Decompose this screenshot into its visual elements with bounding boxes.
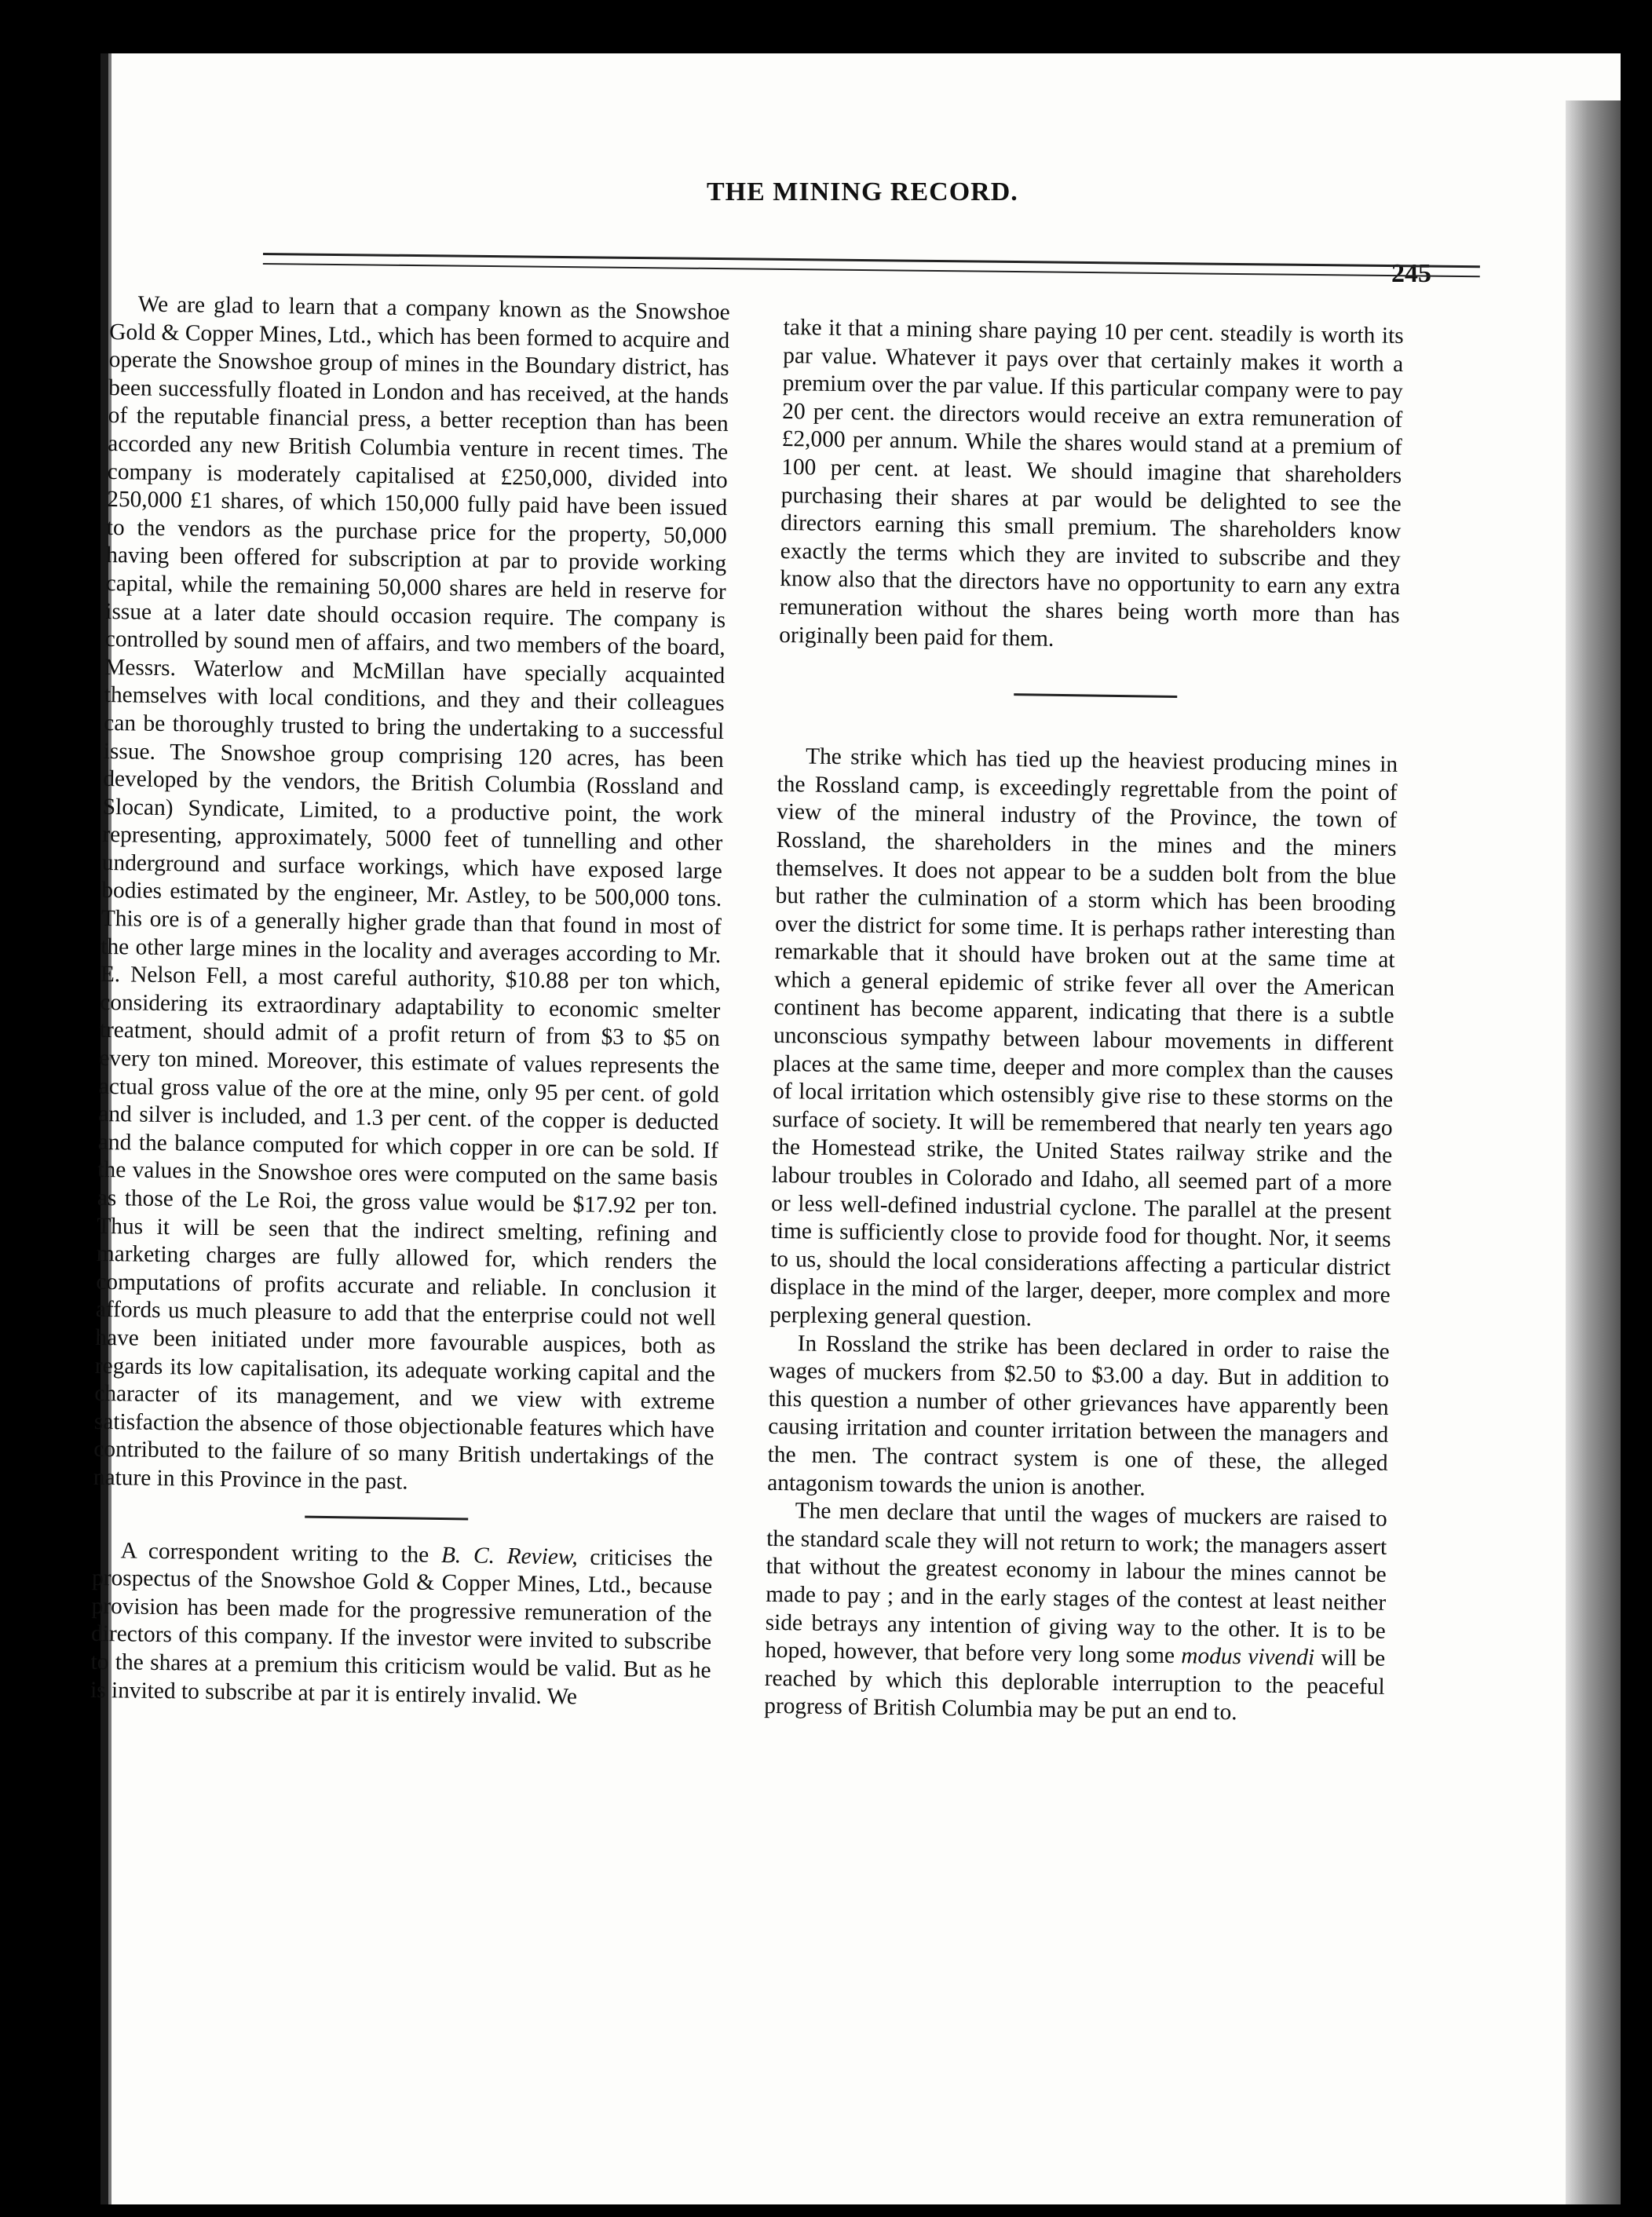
right-column [764,314,1404,1729]
section-divider [305,1515,468,1520]
paragraph-modus-vivendi [764,1497,1387,1729]
paragraph-text: criticises the prospectus of the Snowshoe Gold & Copper Mines, Ltd., because provision has been made for the progressive remuneration of the directors of this company. If the investor were invited to subscribe to the shares at a premium this criticism would be valid. But as he is invited to subscribe at par it is entirely invalid. We [90,1544,713,1709]
paragraph-correspondent [90,1536,713,1713]
page-right-edge-shadow [1566,100,1621,2204]
paragraph-snowshoe-company: We are glad to learn that a company known as the Snowshoe Gold & Copper Mines, Ltd., which has been formed to acquire and operate the Snowshoe group of mines in the Boundary district, has been successfully floated in London and has received, at the hands of the reputable financial press, a better reception than has been accorded any new British Columbia venture in recent times. The company is moderately capitalised at £250,000, divided into 250,000 £1 shares, of which 150,000 fully paid have been issued to the vendors as the purchase price for the property, 50,000 having been offered for subscription at par to provide working capital, while the remaining 50,000 shares are held in reserve for issue at a later date should occasion require. The company is controlled by sound men of affairs, and two members of the board, Messrs. Waterlow and McMillan have specially acquainted themselves with local conditions, and they and their colleagues can be thoroughly trusted to bring the undertaking to a successful issue. The Snowshoe group comprising 120 acres, has been developed by the vendors, the British Columbia (Rossland and Slocan) Syndicate, Limited, to a productive point, the work representing, approximately, 5000 feet of tunnelling and other underground and surface workings, which have exposed large bodies estimated by the engineer, Mr. Astley, to be 500,000 tons. This ore is of a generally higher grade than that found in most of the other large mines in the locality and averages according to Mr. E. Nelson Fell, a most careful authority, $10.88 per ton which, considering its extraordinary adaptability to economic smelter treatment, should admit of a profit return of from $3 to $5 on every ton mined. Moreover, this estimate of values represents the actual gross value of the ore at the mine, only 95 per cent. of gold and silver is included, and 1.3 per cent. of the copper is deducted and the balance computed for which copper in ore can be sold. If the values in the Snowshoe ores were computed on the same basis as those of the Le Roi, the gross value would be $17.92 per ton. Thus it will be seen that the indirect smelting, refining and marketing charges are fully allowed for, which renders the computations of profits accurate and reliable. In conclusion it affords us much pleasure to add that the enterprise could not well have been initiated under more favourable auspices, both as regards its low capitalisation, its adequate working capital and the character of its management, and we view with extreme satisfaction the absence of those objectionable features which have contributed to the failure of so many British undertakings of the nature in this Province in the past. [93,291,730,1495]
paragraph-text: A correspondent writing to the [120,1537,442,1568]
publication-title: B. C. Review, [440,1542,578,1570]
paragraph-continuation: take it that a mining share paying 10 per cent. steadily is worth its par value. Whatever it pays over that certainly makes it worth a premium over the par value. If this particular company were to pay 20 per cent. the directors would receive an extra remuneration of £2,000 per annum. While the shares would stand at a premium of 100 per cent. at least. We should imagine that shareholders purchasing their shares at par would be delighted to see the directors earning this small premium. The shareholders know exactly the terms which they are invited to subscribe and they know also that the directors have no opportunity to earn any extra remuneration without the shares being worth more than has originally been paid for them. [779,314,1404,652]
paragraph-text: The men declare that until the wages of muckers are raised to the standard scale they will not return to work; the managers assert that without the greatest economy in labour the mines cannot be made to pay ; and in the early stages of the contest at least neither side betrays any intention of giving way to the other. It is to be hoped, however, that before very long some [765,1498,1387,1669]
section-divider [1014,693,1177,698]
paragraph-rossland-strike: The strike which has tied up the heaviest producing mines in the Rossland camp, is exceedingly regrettable from the point of view of the mineral industry of the Province, the town of Rossland, the shareholders in the mines and the miners themselves. It does not appear to be a sudden bolt from the blue but rather the culmination of a storm which has been brooding over the district for some time. It is perhaps rather interesting than remarkable that it should have broken out at the same time at which a general epidemic of strike fever all over the American continent has become apparent, indicating that there is a subtle unconscious sympathy between labour movements in different places at the same time, deeper and more complex than the causes of local irritation which ostensibly give rise to these storms on the surface of society. It will be remembered that nearly ten years ago the Homestead strike, the United States railway strike and the labour troubles in Colorado and Idaho, all seemed part of a more or less well-defined industrial cyclone. The parallel at the present time is sufficiently close to provide food for thought. Nor, it seems to us, should the local considerations affecting a particular district displace in the mind of the larger, deeper, more complex and more perplexing general question. [769,743,1398,1331]
paragraph-muckers-wages: In Rossland the strike has been declared in order to raise the wages of muckers from $2.50 to $3.00 a day. But in addition to this question a number of other grievances have apparently been causing irritation and counter irritation between the managers and the men. The contract system is one of these, the alleged antagonism towards the union is another. [766,1330,1390,1501]
page-number: 245 [1391,259,1431,288]
paragraph-text: will be reached by which this deplorable interruption to the peaceful progress of British Columbia may be put an end to. [764,1645,1386,1726]
running-title: THE MINING RECORD. [707,177,1018,206]
latin-phrase: modus vivendi [1181,1643,1315,1671]
left-column [90,290,730,1713]
